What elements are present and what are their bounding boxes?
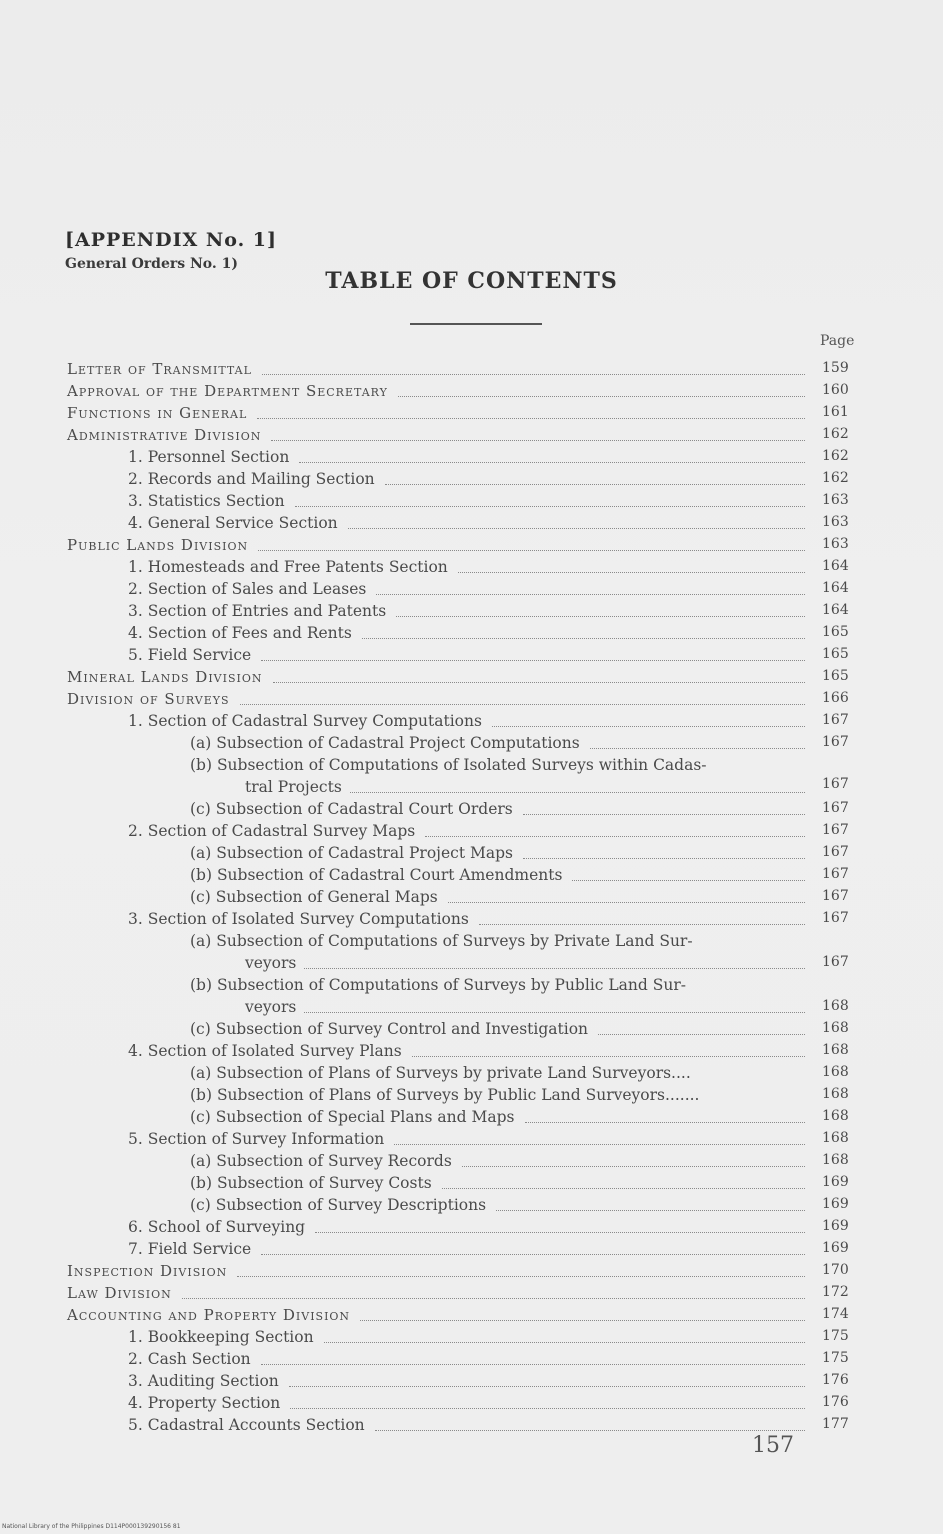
toc-entry-label: 4. General Service Section [128,514,338,532]
dot-leader [261,1364,805,1365]
dot-leader [523,858,805,859]
scan-footer: National Library of the Philippines D114P000139290156 81 [2,1523,181,1530]
toc-entry-label: (a) Subsection of Computations of Surveys by Private Land Sur- [190,932,693,950]
toc-entry [0,1152,943,1174]
toc-entry-label: (c) Subsection of Cadastral Court Orders [190,800,513,818]
toc-entry [0,1196,943,1218]
toc-entry [0,1262,943,1284]
dot-leader [496,1210,805,1211]
dot-leader [525,1122,805,1123]
toc-entry [0,1130,943,1152]
dot-leader [425,836,805,837]
dot-leader [237,1276,805,1277]
toc-entry [0,448,943,470]
toc-entry-page: 167 [822,776,849,792]
toc-entry [0,514,943,536]
toc-entry-page: 177 [822,1416,849,1432]
toc-entry [0,1020,943,1042]
toc-entry-label: 2. Section of Sales and Leases [128,580,367,598]
dot-leader [396,616,805,617]
dot-leader [258,550,805,551]
toc-entry-page: 175 [822,1328,849,1344]
toc-entry-page: 168 [822,1130,849,1146]
toc-entry-page: 165 [822,668,849,684]
toc-entry-label: 5. Section of Survey Information [128,1130,385,1148]
dot-leader [289,1386,805,1387]
dot-leader [261,660,805,661]
toc-entry [0,1306,943,1328]
toc-entry-label: 7. Field Service [128,1240,252,1258]
toc-entry [0,1372,943,1394]
toc-entry-label: 5. Cadastral Accounts Section [128,1416,365,1434]
toc-entry-label: 1. Homesteads and Free Patents Section [128,558,448,576]
toc-entry [0,1328,943,1350]
dot-leader [376,594,805,595]
dot-leader [492,726,805,727]
toc-entry-page: 176 [822,1394,849,1410]
dot-leader [375,1430,805,1431]
toc-entry-page: 168 [822,1042,849,1058]
dot-leader [385,484,805,485]
toc-entry [0,1350,943,1372]
toc-entry-page: 167 [822,800,849,816]
general-orders-label: General Orders No. 1) [65,256,238,272]
page-column-header: Page [820,333,855,349]
toc-entry-label: (a) Subsection of Plans of Surveys by private Land Surveyors.... [190,1064,691,1082]
toc-entry-label: 3. Statistics Section [128,492,285,510]
dot-leader [240,704,805,705]
toc-entry-label: 5. Field Service [128,646,252,664]
toc-entry [0,910,943,932]
toc-entry-continuation: veyors [245,998,297,1016]
toc-entry-label: 1. Personnel Section [128,448,290,466]
toc-entry-page: 165 [822,646,849,662]
toc-entry-page: 167 [822,844,849,860]
toc-entry [0,1174,943,1196]
dot-leader [182,1298,805,1299]
dot-leader [257,418,805,419]
toc-entry [0,800,943,822]
toc-entry-page: 163 [822,492,849,508]
toc-entry-label: 4. Property Section [128,1394,281,1412]
toc-entry-page: 164 [822,558,849,574]
toc-entry-label: (c) Subsection of Survey Control and Investigation [190,1020,589,1038]
toc-entry-label: 3. Section of Isolated Survey Computations [128,910,469,928]
toc-entry [0,1042,943,1064]
dot-leader [479,924,805,925]
toc-entry-page: 169 [822,1218,849,1234]
toc-entry-page: 167 [822,734,849,750]
toc-entry [0,1108,943,1130]
toc-entry [0,646,943,668]
dot-leader [360,1320,805,1321]
toc-entry [0,888,943,910]
toc-entry [0,1394,943,1416]
toc-entry [0,602,943,624]
toc-entry [0,426,943,448]
toc-entry-page: 163 [822,536,849,552]
toc-entry-page: 168 [822,1064,849,1080]
toc-entry-label: (b) Subsection of Computations of Surveys by Public Land Sur- [190,976,686,994]
dot-leader [262,374,805,375]
toc-entry-page: 168 [822,1020,849,1036]
toc-entry-label: Administrative Division [67,426,262,444]
dot-leader [315,1232,805,1233]
dot-leader [448,902,805,903]
dot-leader [324,1342,805,1343]
toc-entry-label: (a) Subsection of Cadastral Project Computations [190,734,580,752]
toc-entry [0,822,943,844]
toc-entry-page: 166 [822,690,849,706]
dot-leader [442,1188,805,1189]
toc-entry-page: 162 [822,470,849,486]
toc-entry-page: 161 [822,404,849,420]
dot-leader [590,748,805,749]
dot-leader [598,1034,805,1035]
dot-leader [412,1056,805,1057]
dot-leader [362,638,805,639]
toc-entry [0,1086,943,1108]
toc-entry [0,712,943,734]
toc-entry-page: 167 [822,910,849,926]
toc-entry-label: (a) Subsection of Cadastral Project Maps [190,844,513,862]
toc-entry-page: 169 [822,1240,849,1256]
toc-entry-label: Approval of the Department Secretary [67,382,388,400]
toc-entry [0,624,943,646]
toc-entry-label: 1. Section of Cadastral Survey Computations [128,712,482,730]
toc-entry-page: 163 [822,514,849,530]
toc-entry-page: 168 [822,998,849,1014]
toc-entry [0,536,943,558]
toc-entry-page: 160 [822,382,849,398]
page-title: TABLE OF CONTENTS [325,268,618,294]
toc-entry [0,1218,943,1240]
toc-entry-page: 167 [822,822,849,838]
toc-entry-page: 168 [822,1086,849,1102]
toc-entry-label: Letter of Transmittal [67,360,252,378]
toc-entry [0,1064,943,1086]
toc-entry-page: 167 [822,888,849,904]
toc-entry-label: 3. Section of Entries and Patents [128,602,387,620]
toc-entry-label: (c) Subsection of Special Plans and Maps [190,1108,515,1126]
dot-leader [304,1012,805,1013]
toc-entry-label: 1. Bookkeeping Section [128,1328,314,1346]
toc-entry [0,1416,943,1438]
toc-entry-label: 2. Cash Section [128,1350,251,1368]
dot-leader [271,440,805,441]
toc-entry-label: Mineral Lands Division [67,668,263,686]
toc-entry-label: (b) Subsection of Cadastral Court Amendments [190,866,563,884]
toc-entry-label: Inspection Division [67,1262,228,1280]
toc-entry-page: 162 [822,426,849,442]
toc-entry-continuation: veyors [245,954,297,972]
toc-entry [0,932,943,972]
title-rule [410,323,542,325]
toc-entry-page: 174 [822,1306,849,1322]
toc-entry-page: 162 [822,448,849,464]
toc-entry-label: (a) Subsection of Survey Records [190,1152,452,1170]
dot-leader [394,1144,805,1145]
toc-entry [0,580,943,602]
dot-leader [304,968,805,969]
toc-entry-label: 2. Records and Mailing Section [128,470,375,488]
toc-entry [0,1284,943,1306]
dot-leader [295,506,805,507]
dot-leader [299,462,805,463]
page-number: 157 [752,1433,794,1458]
toc-entry-label: 3. Auditing Section [128,1372,279,1390]
toc-entry-page: 167 [822,712,849,728]
toc-entry [0,734,943,756]
dot-leader [290,1408,805,1409]
dot-leader [523,814,805,815]
toc-entry [0,756,943,796]
toc-entry-label: Public Lands Division [67,536,249,554]
toc-entry-label: Law Division [67,1284,172,1302]
toc-entry [0,360,943,382]
toc-entry-page: 168 [822,1108,849,1124]
toc-entry-page: 164 [822,580,849,596]
dot-leader [273,682,805,683]
appendix-heading: [APPENDIX No. 1] [65,229,278,251]
dot-leader [572,880,805,881]
toc-entry [0,690,943,712]
toc-entry-page: 176 [822,1372,849,1388]
toc-entry-page: 169 [822,1174,849,1190]
toc-entry-label: Functions in General [67,404,248,422]
toc-entry-label: (c) Subsection of Survey Descriptions [190,1196,487,1214]
toc-entry-label: (b) Subsection of Plans of Surveys by Public Land Surveyors....... [190,1086,700,1104]
toc-entry [0,668,943,690]
toc-entry-page: 165 [822,624,849,640]
toc-entry [0,1240,943,1262]
dot-leader [458,572,805,573]
toc-entry-label: Accounting and Property Division [67,1306,351,1324]
toc-entry [0,844,943,866]
toc-entry-page: 167 [822,954,849,970]
toc-entry-continuation: tral Projects [245,778,342,796]
toc-entry-page: 159 [822,360,849,376]
toc-entry-label: 6. School of Surveying [128,1218,306,1236]
toc-entry-label: (b) Subsection of Survey Costs [190,1174,432,1192]
toc-entry [0,492,943,514]
dot-leader [462,1166,805,1167]
toc-entry-label: 4. Section of Fees and Rents [128,624,352,642]
toc-entry [0,558,943,580]
dot-leader [348,528,805,529]
toc-entry [0,866,943,888]
toc-entry-page: 175 [822,1350,849,1366]
toc-entry-page: 172 [822,1284,849,1300]
toc-entry-label: (b) Subsection of Computations of Isolated Surveys within Cadas- [190,756,707,774]
toc-entry-page: 170 [822,1262,849,1278]
toc-entry-page: 164 [822,602,849,618]
toc-entry [0,404,943,426]
toc-entry-label: Division of Surveys [67,690,230,708]
toc-entry-page: 167 [822,866,849,882]
toc-entry-page: 169 [822,1196,849,1212]
toc-entry [0,382,943,404]
toc-entry-label: (c) Subsection of General Maps [190,888,438,906]
toc-entry [0,976,943,1016]
toc-entry-label: 4. Section of Isolated Survey Plans [128,1042,402,1060]
toc-entry [0,470,943,492]
toc-entry-page: 168 [822,1152,849,1168]
toc-entry-label: 2. Section of Cadastral Survey Maps [128,822,416,840]
dot-leader [350,792,805,793]
dot-leader [398,396,805,397]
dot-leader [261,1254,805,1255]
